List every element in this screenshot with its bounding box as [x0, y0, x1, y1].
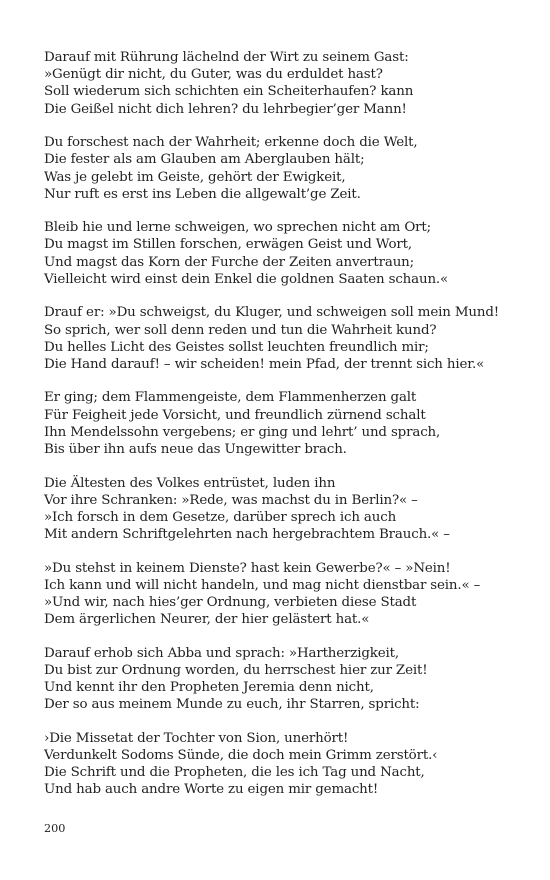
verse-line: Bleib hie und lerne schweigen, wo sprechen nicht am Ort; — [44, 220, 431, 236]
verse-line: So sprich, wer soll denn reden und tun die Wahrheit kund? — [44, 322, 437, 338]
stanza — [44, 645, 534, 714]
verse-line: Bis über ihn aufs neue das Ungewitter brach. — [44, 442, 347, 458]
verse-line: Du bist zur Ordnung worden, du herrschest hier zur Zeit! — [44, 662, 428, 678]
stanza — [44, 134, 534, 203]
verse-line: »Ich forsch in dem Gesetze, darüber sprech ich auch — [44, 509, 397, 525]
verse-line: Vor ihre Schranken: »Rede, was machst du in Berlin?« – — [44, 492, 418, 508]
verse-line: »Genügt dir nicht, du Guter, was du erduldet hast? — [44, 67, 383, 83]
verse-line: Ich kann und will nicht handeln, und mag nicht dienstbar sein.« – — [44, 577, 481, 593]
verse-line: Du magst im Stillen forschen, erwägen Geist und Wort, — [44, 237, 412, 253]
verse-line: Und hab auch andre Worte zu eigen mir gemacht! — [44, 782, 379, 798]
verse-line: ›Die Missetat der Tochter von Sion, unerhört! — [44, 730, 349, 746]
verse-line: Die Schrift und die Propheten, die les ich Tag und Nacht, — [44, 765, 425, 781]
verse-line: Nur ruft es erst ins Leben die allgewalt’ge Zeit. — [44, 186, 361, 202]
verse-line: Für Feigheit jede Vorsicht, und freundlich zürnend schalt — [44, 407, 426, 423]
stanza — [44, 389, 534, 458]
verse-line: Der so aus meinem Munde zu euch, ihr Starren, spricht: — [44, 697, 420, 713]
verse-line: »Du stehst in keinem Dienste? hast kein Gewerbe?« – »Nein! — [44, 560, 451, 576]
verse-line: Die Ältesten des Volkes entrüstet, luden ihn — [44, 475, 336, 491]
verse-line: Darauf erhob sich Abba und sprach: »Hartherzigkeit, — [44, 645, 399, 661]
verse-line: Du forschest nach der Wahrheit; erkenne doch die Welt, — [44, 135, 418, 151]
stanza — [44, 304, 534, 373]
verse-line: Darauf mit Rührung lächelnd der Wirt zu seinem Gast: — [44, 50, 409, 65]
verse-line: Soll wiederum sich schichten ein Scheiterhaufen? kann — [44, 84, 414, 100]
verse-line: Was je gelebt im Geiste, gehört der Ewigkeit, — [44, 169, 346, 185]
stanza — [44, 219, 534, 288]
verse-line: Du helles Licht des Geistes sollst leuchten freundlich mir; — [44, 339, 429, 355]
verse-line: Und kennt ihr den Propheten Jeremia denn nicht, — [44, 680, 374, 696]
verse-line: Die Hand darauf! – wir scheiden! mein Pfad, der trennt sich hier.« — [44, 356, 485, 372]
stanza — [44, 49, 534, 118]
verse-line: Vielleicht wird einst dein Enkel die goldnen Saaten schaun.« — [44, 271, 449, 287]
poem-text — [44, 49, 534, 815]
verse-line: »Und wir, nach hies’ger Ordnung, verbieten diese Stadt — [44, 595, 417, 611]
verse-line: Drauf er: »Du schweigst, du Kluger, und schweigen soll mein Mund! — [44, 305, 499, 321]
verse-line: Er ging; dem Flammengeiste, dem Flammenherzen galt — [44, 390, 417, 406]
verse-line: Dem ärgerlichen Neurer, der hier gelästert hat.« — [44, 612, 370, 628]
verse-line: Die fester als am Glauben am Aberglauben hält; — [44, 152, 365, 168]
verse-line: Die Geißel nicht dich lehren? du lehrbegier’ger Mann! — [44, 101, 407, 117]
verse-line: Und magst das Korn der Furche der Zeiten anvertraun; — [44, 254, 415, 270]
verse-line: Verdunkelt Sodoms Sünde, die doch mein Grimm zerstört.‹ — [44, 748, 438, 764]
stanza — [44, 730, 534, 799]
verse-line: Ihn Mendelssohn vergebens; er ging und lehrt’ und sprach, — [44, 424, 441, 440]
stanza — [44, 560, 534, 629]
stanza — [44, 475, 534, 544]
page-number: 200 — [44, 822, 66, 835]
verse-line: Mit andern Schriftgelehrten nach hergebrachtem Brauch.« – — [44, 527, 450, 543]
